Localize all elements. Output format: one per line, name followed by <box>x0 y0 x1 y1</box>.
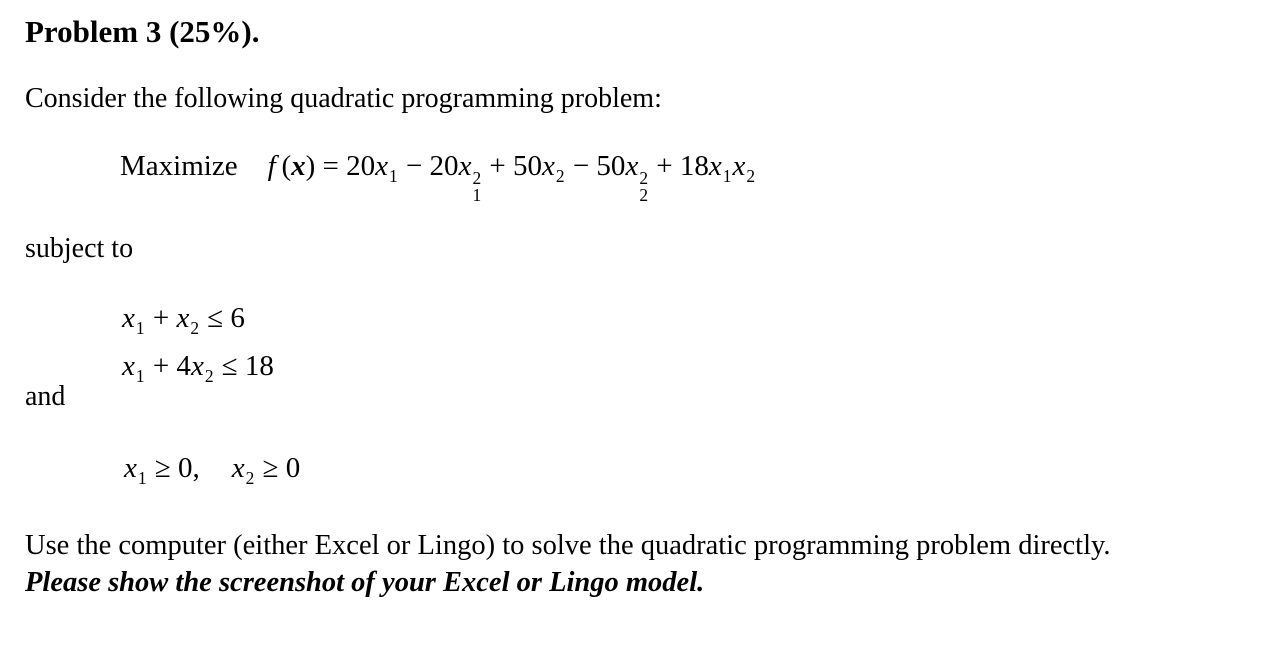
objective-formula: f $(x) = 20x_1 - 20x$ 2 1 + $50x_2 - 50x$ 2 2 + $18x_1x_2$ <box>267 150 756 206</box>
constraints-block <box>122 299 274 395</box>
nonnegativity-line: $x_1 \ge 0$, $x_2 \ge 0$ <box>124 452 301 488</box>
objective-line <box>120 150 756 205</box>
constraint-1: $x_1 + x_2 \le 6$ <box>122 302 245 338</box>
and-label: and <box>25 381 66 412</box>
problem-title: Problem 3 (25%). <box>25 14 260 49</box>
intro-text: Consider the following quadratic programming problem: <box>25 83 662 114</box>
closing-line-2: Please show the screenshot of your Excel or Lingo model. <box>25 567 705 598</box>
constraint-2: $x_1 + 4x_2 \le 18$ <box>122 349 274 386</box>
closing-paragraph <box>25 527 1111 601</box>
closing-line-1: Use the computer (either Excel or Lingo) to solve the quadratic programming problem directly. <box>25 530 1111 561</box>
subject-to-label: subject to <box>25 233 134 264</box>
maximize-label: Maximize <box>120 150 238 182</box>
